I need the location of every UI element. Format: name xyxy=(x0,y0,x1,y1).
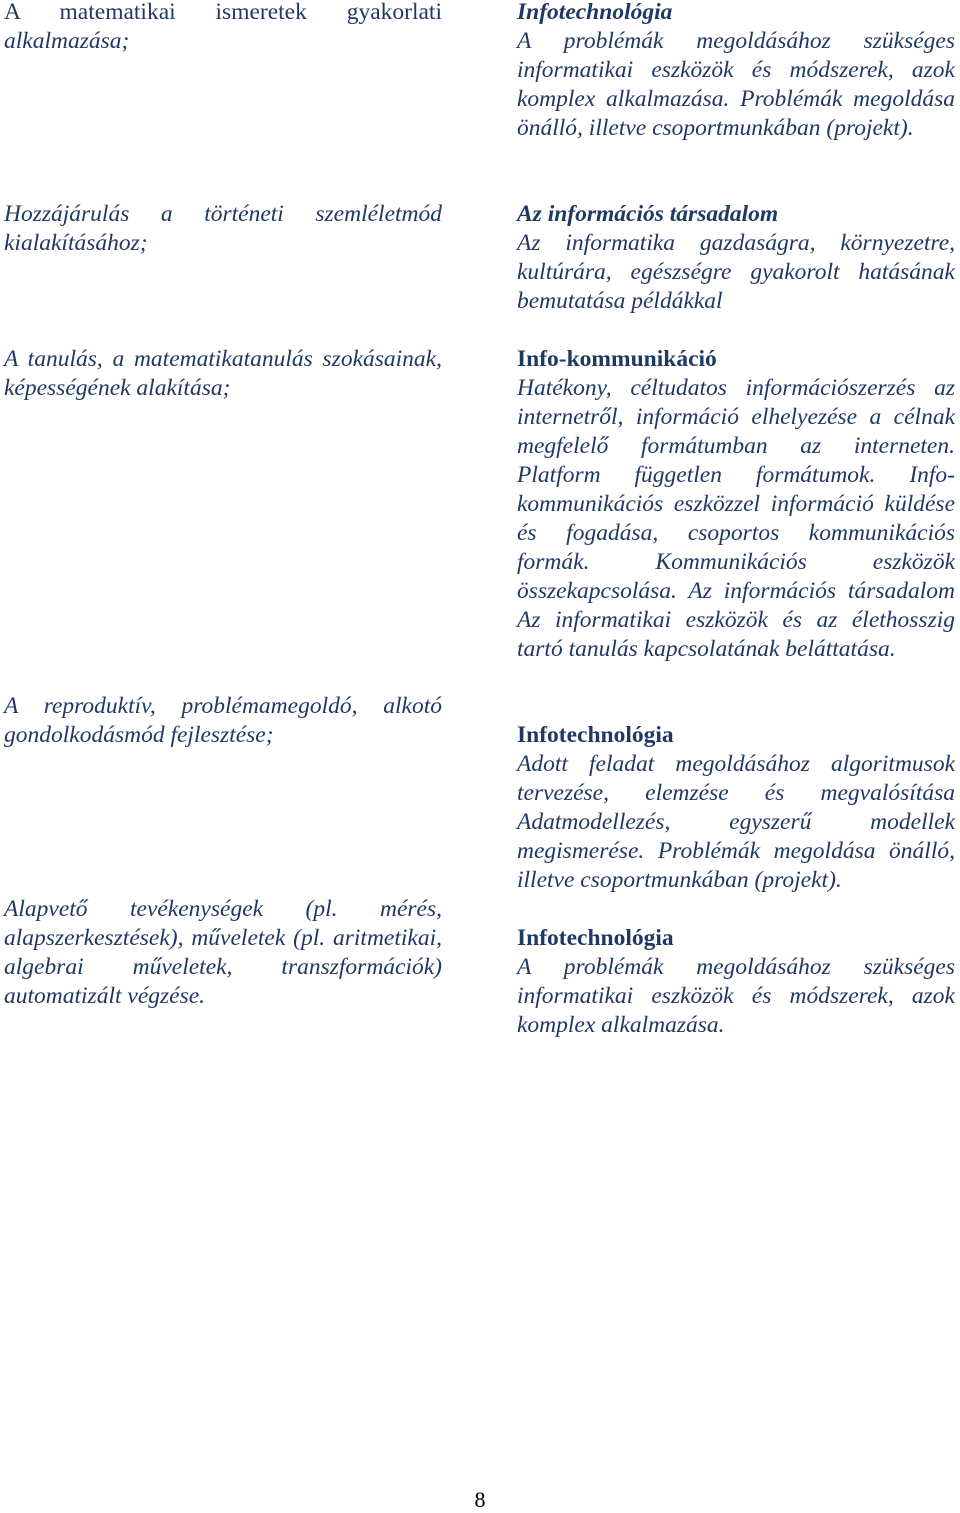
section-heading: Infotechnológia xyxy=(517,925,674,951)
section-heading: Infotechnológia xyxy=(517,722,674,748)
left-item-practical-application xyxy=(4,0,442,56)
left-item-basic-activities xyxy=(4,895,442,1011)
section-body: A problémák megoldásához szükséges informatikai eszközök és módszerek, azok komplex alkalmazása. Problémák megoldása önálló, illetve csoportmunkában (projekt). xyxy=(517,28,955,141)
left-item-text: Alapvető tevékenységek (pl. mérés, alapszerkesztések), műveletek (pl. aritmetikai, algebrai műveletek, transzformációk) automatizált végzése. xyxy=(4,896,442,1009)
left-item-text: A matematikai ismeretek gyakorlati alkalmazása; xyxy=(4,0,442,54)
section-infotechnologia-3 xyxy=(517,924,955,1040)
section-heading: Info-kommunikáció xyxy=(517,346,717,372)
section-body: A problémák megoldásához szükséges informatikai eszközök és módszerek, azok komplex alkalmazása. xyxy=(517,954,955,1038)
section-body: Hatékony, céltudatos információszerzés az internetről, információ elhelyezése a célnak megfelelő formátumban az interneten. Platform független formátumok. Info-kommunikációs eszközzel információ küldése és fogadása, csoportos kommunikációs formák. Kommunikációs eszközök összekapcsolása. Az információs társadalom Az informatikai eszközök és az élethosszig tartó tanulás kapcsolatának beláttatása. xyxy=(517,375,955,662)
left-item-historical-view xyxy=(4,200,442,258)
section-info-communication xyxy=(517,345,955,664)
left-item-thinking-development xyxy=(4,692,442,750)
section-information-society xyxy=(517,200,955,316)
section-heading: Infotechnológia xyxy=(517,0,673,25)
left-item-text: Hozzájárulás a történeti szemléletmód kialakításához; xyxy=(4,201,442,256)
section-body: Adott feladat megoldásához algoritmusok tervezése, elemzése és megvalósítása Adatmodellezés, egyszerű modellek megismerése. Problémák megoldása önálló, illetve csoportmunkában (projekt). xyxy=(517,751,955,893)
page-number: 8 xyxy=(474,1487,486,1512)
left-item-learning-habits xyxy=(4,345,442,403)
section-heading: Az információs társadalom xyxy=(517,201,779,227)
left-item-text: A reproduktív, problémamegoldó, alkotó gondolkodásmód fejlesztése; xyxy=(4,693,442,748)
left-item-text: A tanulás, a matematikatanulás szokásainak, képességének alakítása; xyxy=(4,346,442,401)
section-body: Az informatika gazdaságra, környezetre, kultúrára, egészségre gyakorolt hatásának bemutatása példákkal xyxy=(517,230,955,314)
section-infotechnologia-1 xyxy=(517,0,955,143)
section-infotechnologia-2 xyxy=(517,721,955,895)
